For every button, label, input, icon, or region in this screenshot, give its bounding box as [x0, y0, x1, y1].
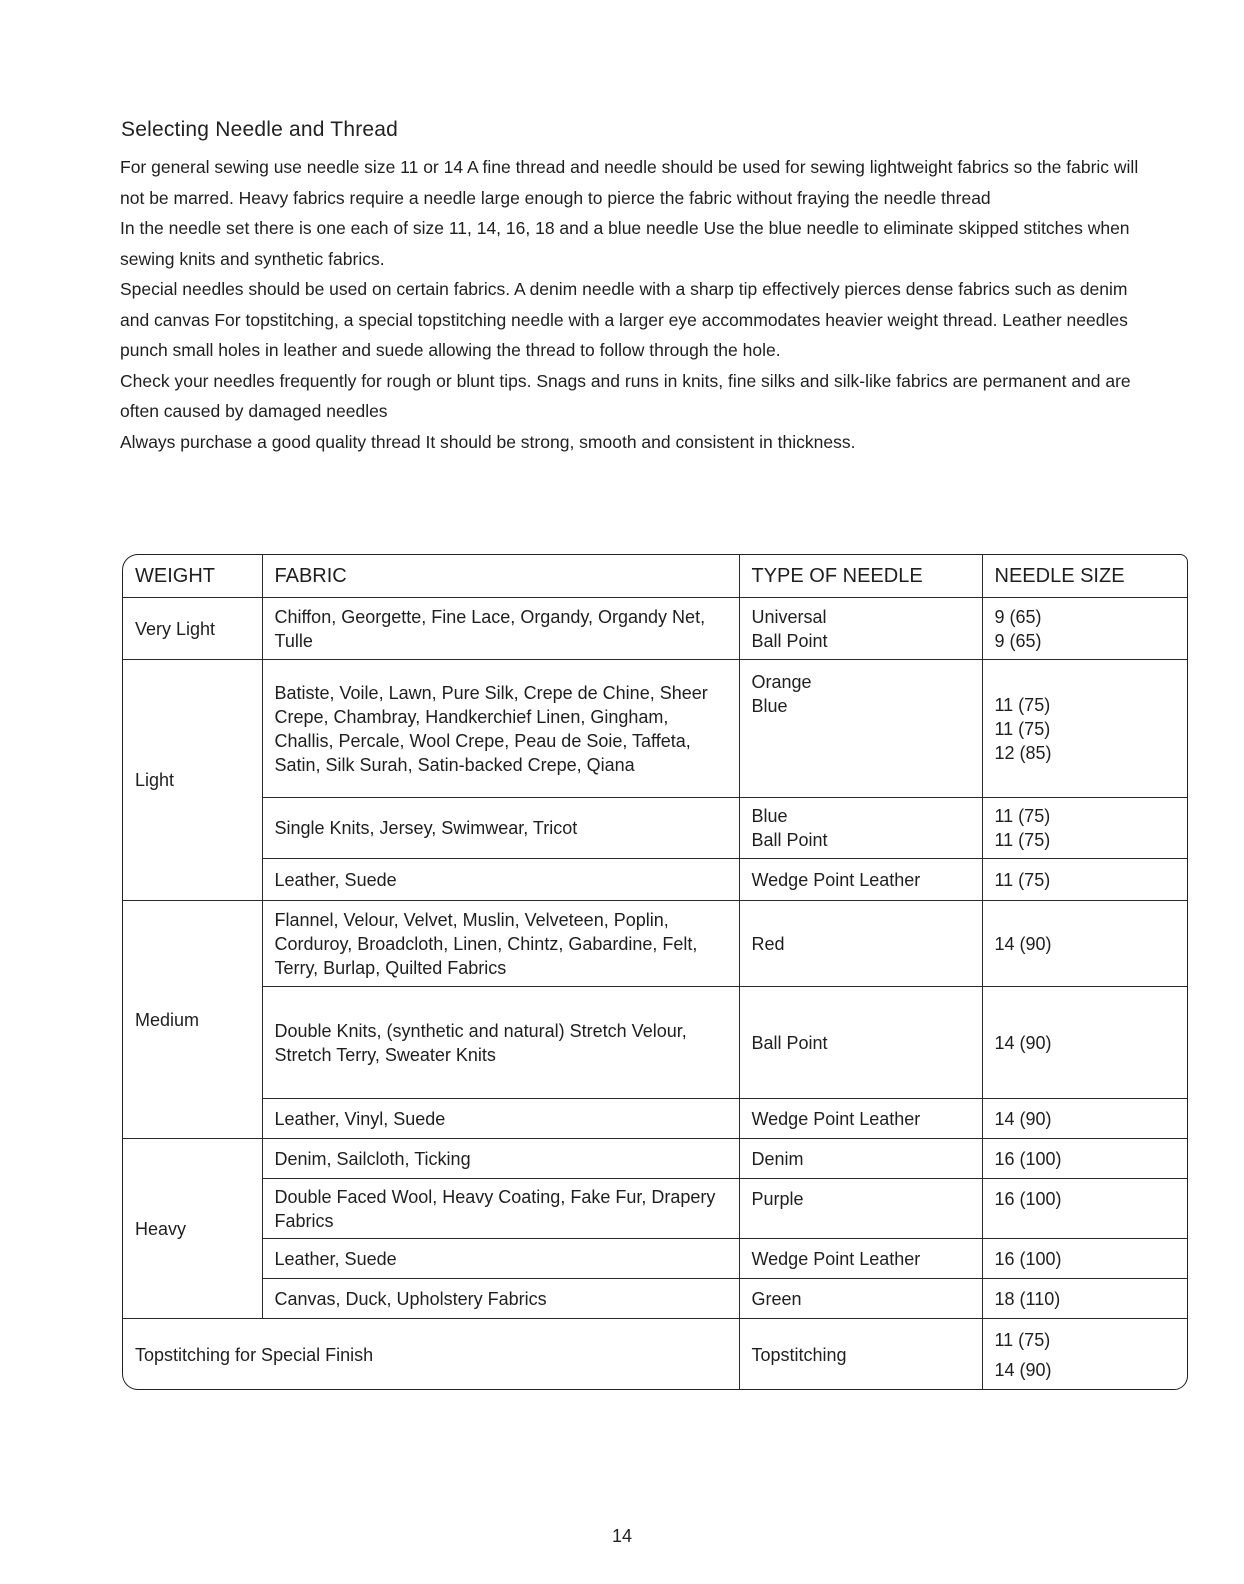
paragraph-thread-quality: Always purchase a good quality thread It should be strong, smooth and consistent in thickness. [120, 431, 856, 452]
fabric-cell: Leather, Suede [262, 859, 739, 901]
table-row [123, 1099, 1188, 1139]
table-row [123, 901, 1188, 987]
header-weight: WEIGHT [123, 555, 262, 598]
needle-size-cell: 11 (75) [982, 859, 1188, 901]
fabric-cell: Double Faced Wool, Heavy Coating, Fake Fur, Drapery Fabrics [262, 1179, 739, 1239]
needle-type-cell: Topstitching [739, 1319, 982, 1391]
needle-size-cell: 16 (100) [982, 1139, 1188, 1179]
needle-size-cell [982, 798, 1188, 859]
header-fabric: FABRIC [262, 555, 739, 598]
header-type-of-needle: TYPE OF NEEDLE [739, 555, 982, 598]
needle-type: Ball Point [751, 630, 828, 651]
needle-thread-table [123, 555, 1188, 1390]
section-heading: Selecting Needle and Thread [121, 118, 399, 141]
needle-type-cell [739, 798, 982, 859]
needle-type-cell: Wedge Point Leather [739, 859, 982, 901]
needle-size: 11 (75) [994, 718, 1051, 739]
fabric-cell: Double Knits, (synthetic and natural) Stretch Velour, Stretch Terry, Sweater Knits [262, 987, 739, 1099]
table-row [123, 987, 1188, 1099]
needle-type-cell: Denim [739, 1139, 982, 1179]
paragraph-check-needles: Check your needles frequently for rough or blunt tips. Snags and runs in knits, fine silks and silk-like fabrics are permanent and are often caused by damaged needles [120, 370, 1131, 421]
fabric-cell: Flannel, Velour, Velvet, Muslin, Velveteen, Poplin, Corduroy, Broadcloth, Linen, Chintz, Gabardine, Felt, Terry, Burlap, Quilted Fabrics [262, 901, 739, 987]
needle-size: 11 (75) [994, 1330, 1051, 1351]
fabric-cell: Topstitching for Special Finish [123, 1319, 739, 1391]
needle-size-cell: 14 (90) [982, 901, 1188, 987]
needle-size-cell: 14 (90) [982, 987, 1188, 1099]
fabric-cell: Leather, Vinyl, Suede [262, 1099, 739, 1139]
needle-size-cell: 14 (90) [982, 1099, 1188, 1139]
needle-type: Blue [751, 696, 788, 716]
needle-size-cell: 18 (110) [982, 1279, 1188, 1319]
needle-type-cell: Purple [739, 1179, 982, 1239]
needle-size-cell [982, 660, 1188, 798]
weight-very-light: Very Light [123, 598, 262, 660]
intro-text [120, 152, 1150, 457]
needle-table-frame [122, 554, 1188, 1390]
table-row [123, 598, 1188, 660]
page-number: 14 [611, 1526, 633, 1546]
table-row [123, 1139, 1188, 1179]
needle-type-cell: Wedge Point Leather [739, 1099, 982, 1139]
needle-size: 14 (90) [994, 1360, 1052, 1381]
fabric-cell: Denim, Sailcloth, Ticking [262, 1139, 739, 1179]
fabric-cell: Single Knits, Jersey, Swimwear, Tricot [262, 798, 739, 859]
fabric-cell: Leather, Suede [262, 1239, 739, 1279]
needle-size-cell: 16 (100) [982, 1239, 1188, 1279]
header-needle-size: NEEDLE SIZE [982, 555, 1188, 598]
table-row [123, 1279, 1188, 1319]
table-row [123, 1319, 1188, 1391]
needle-type: Blue [751, 806, 788, 826]
paragraph-special-needles: Special needles should be used on certain fabrics. A denim needle with a sharp tip effectively pierces dense fabrics such as denim and canvas For topstitching, a special topstitching needle with a larger eye accommodates heavier weight thread. Leather needles punch small holes in leather and suede allowing the thread to follow through the hole. [120, 279, 1128, 360]
table-header-row [123, 555, 1188, 598]
weight-medium: Medium [123, 901, 262, 1139]
needle-size: 9 (65) [994, 606, 1042, 627]
table-row [123, 798, 1188, 859]
weight-light: Light [123, 660, 262, 901]
table-row [123, 660, 1188, 798]
fabric-cell: Canvas, Duck, Upholstery Fabrics [262, 1279, 739, 1319]
table-row [123, 1179, 1188, 1239]
paragraph-needle-set: In the needle set there is one each of size 11, 14, 16, 18 and a blue needle Use the blue needle to eliminate skipped stitches when sewing knits and synthetic fabrics. [120, 218, 1130, 269]
needle-size-cell: 16 (100) [982, 1179, 1188, 1239]
needle-size: 12 (85) [994, 742, 1052, 763]
needle-type: Universal [751, 606, 827, 627]
needle-size: 9 (65) [994, 630, 1042, 651]
fabric-cell: Batiste, Voile, Lawn, Pure Silk, Crepe de Chine, Sheer Crepe, Chambray, Handkerchief Linen, Gingham, Challis, Percale, Wool Crepe, Peau de Soie, Taffeta, Satin, Silk Surah, Satin-backed Crepe, Qiana [262, 660, 739, 798]
paragraph-general-sewing: For general sewing use needle size 11 or 14 A fine thread and needle should be used for sewing lightweight fabrics so the fabric will not be marred. Heavy fabrics require a needle large enough to pierce the fabric without fraying the needle thread [120, 157, 1139, 208]
needle-size: 11 (75) [994, 806, 1051, 826]
needle-type-cell [739, 598, 982, 660]
weight-heavy: Heavy [123, 1139, 262, 1319]
table-row [123, 1239, 1188, 1279]
table-row [123, 859, 1188, 901]
fabric-cell: Chiffon, Georgette, Fine Lace, Organdy, Organdy Net, Tulle [262, 598, 739, 660]
needle-type-cell: Ball Point [739, 987, 982, 1099]
needle-size: 11 (75) [994, 694, 1051, 715]
needle-type: Ball Point [751, 830, 828, 850]
needle-size: 11 (75) [994, 830, 1051, 850]
needle-type-cell [739, 660, 982, 798]
needle-type-cell: Wedge Point Leather [739, 1239, 982, 1279]
needle-type-cell: Green [739, 1279, 982, 1319]
needle-size-cell [982, 1319, 1188, 1391]
needle-type-cell: Red [739, 901, 982, 987]
needle-type: Orange [751, 672, 812, 692]
needle-size-cell [982, 598, 1188, 660]
